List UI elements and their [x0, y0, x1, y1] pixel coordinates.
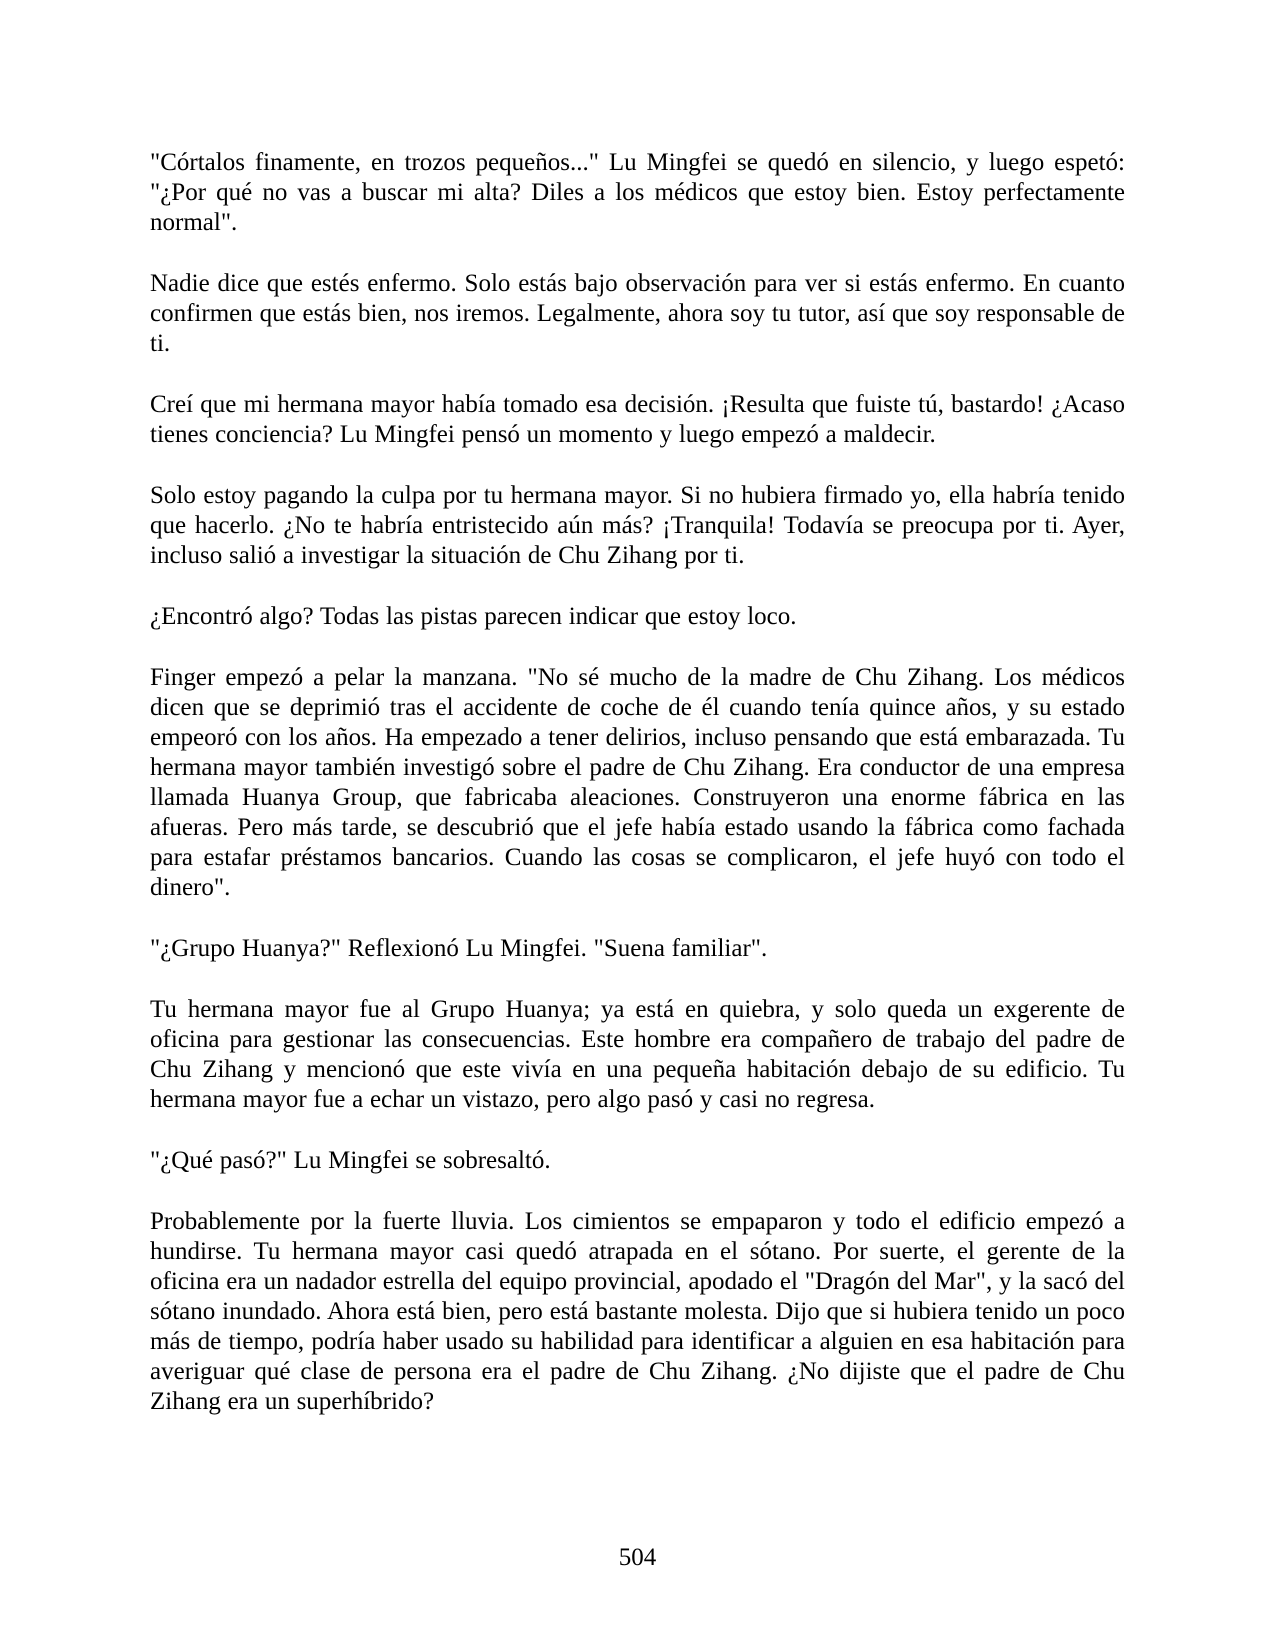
paragraph-5: ¿Encontró algo? Todas las pistas parecen indicar que estoy loco. [150, 603, 797, 630]
page-footer [0, 1543, 1275, 1573]
paragraph-10: Probablemente por la fuerte lluvia. Los cimientos se empaparon y todo el edificio empezó a hundirse. Tu hermana mayor casi quedó atrapada en el sótano. Por suerte, el gerente de la oficina era un nadador estrella del equipo provincial, apodado el "Dragón del Mar", y la sacó del sótano inundado. Ahora está bien, pero está bastante molesta. Dijo que si hubiera tenido un poco más de tiempo, podría haber usado su habilidad para identificar a alguien en esa habitación para averiguar qué clase de persona era el padre de Chu Zihang. ¿No dijiste que el padre de Chu Zihang era un superhíbrido? [150, 1208, 1125, 1415]
paragraph-2: Nadie dice que estés enfermo. Solo estás bajo observación para ver si estás enfermo. En cuanto confirmen que estás bien, nos iremos. Legalmente, ahora soy tu tutor, así que soy responsable de ti. [150, 270, 1125, 357]
paragraph-6: Finger empezó a pelar la manzana. "No sé mucho de la madre de Chu Zihang. Los médicos dicen que se deprimió tras el accidente de coche de él cuando tenía quince años, y su estado empeoró con los años. Ha empezado a tener delirios, incluso pensando que está embarazada. Tu hermana mayor también investigó sobre el padre de Chu Zihang. Era conductor de una empresa llamada Huanya Group, que fabricaba aleaciones. Construyeron una enorme fábrica en las afueras. Pero más tarde, se descubrió que el jefe había estado usando la fábrica como fachada para estafar préstamos bancarios. Cuando las cosas se complicaron, el jefe huyó con todo el dinero". [150, 664, 1125, 901]
page-text-block [150, 148, 1125, 1417]
page-number: 504 [618, 1544, 657, 1571]
paragraph-7: "¿Grupo Huanya?" Reflexionó Lu Mingfei. "Suena familiar". [150, 935, 768, 962]
paragraph-9: "¿Qué pasó?" Lu Mingfei se sobresaltó. [150, 1147, 551, 1174]
paragraph-8: Tu hermana mayor fue al Grupo Huanya; ya está en quiebra, y solo queda un exgerente de oficina para gestionar las consecuencias. Este hombre era compañero de trabajo del padre de Chu Zihang y mencionó que este vivía en una pequeña habitación debajo de su edificio. Tu hermana mayor fue a echar un vistazo, pero algo pasó y casi no regresa. [150, 996, 1125, 1113]
paragraph-4: Solo estoy pagando la culpa por tu hermana mayor. Si no hubiera firmado yo, ella habría tenido que hacerlo. ¿No te habría entristecido aún más? ¡Tranquila! Todavía se preocupa por ti. Ayer, incluso salió a investigar la situación de Chu Zihang por ti. [150, 482, 1125, 569]
paragraph-1: "Córtalos finamente, en trozos pequeños..." Lu Mingfei se quedó en silencio, y luego espetó: "¿Por qué no vas a buscar mi alta? Diles a los médicos que estoy bien. Estoy perfectamente normal". [150, 149, 1125, 236]
paragraph-3: Creí que mi hermana mayor había tomado esa decisión. ¡Resulta que fuiste tú, bastardo! ¿Acaso tienes conciencia? Lu Mingfei pensó un momento y luego empezó a maldecir. [150, 391, 1125, 448]
